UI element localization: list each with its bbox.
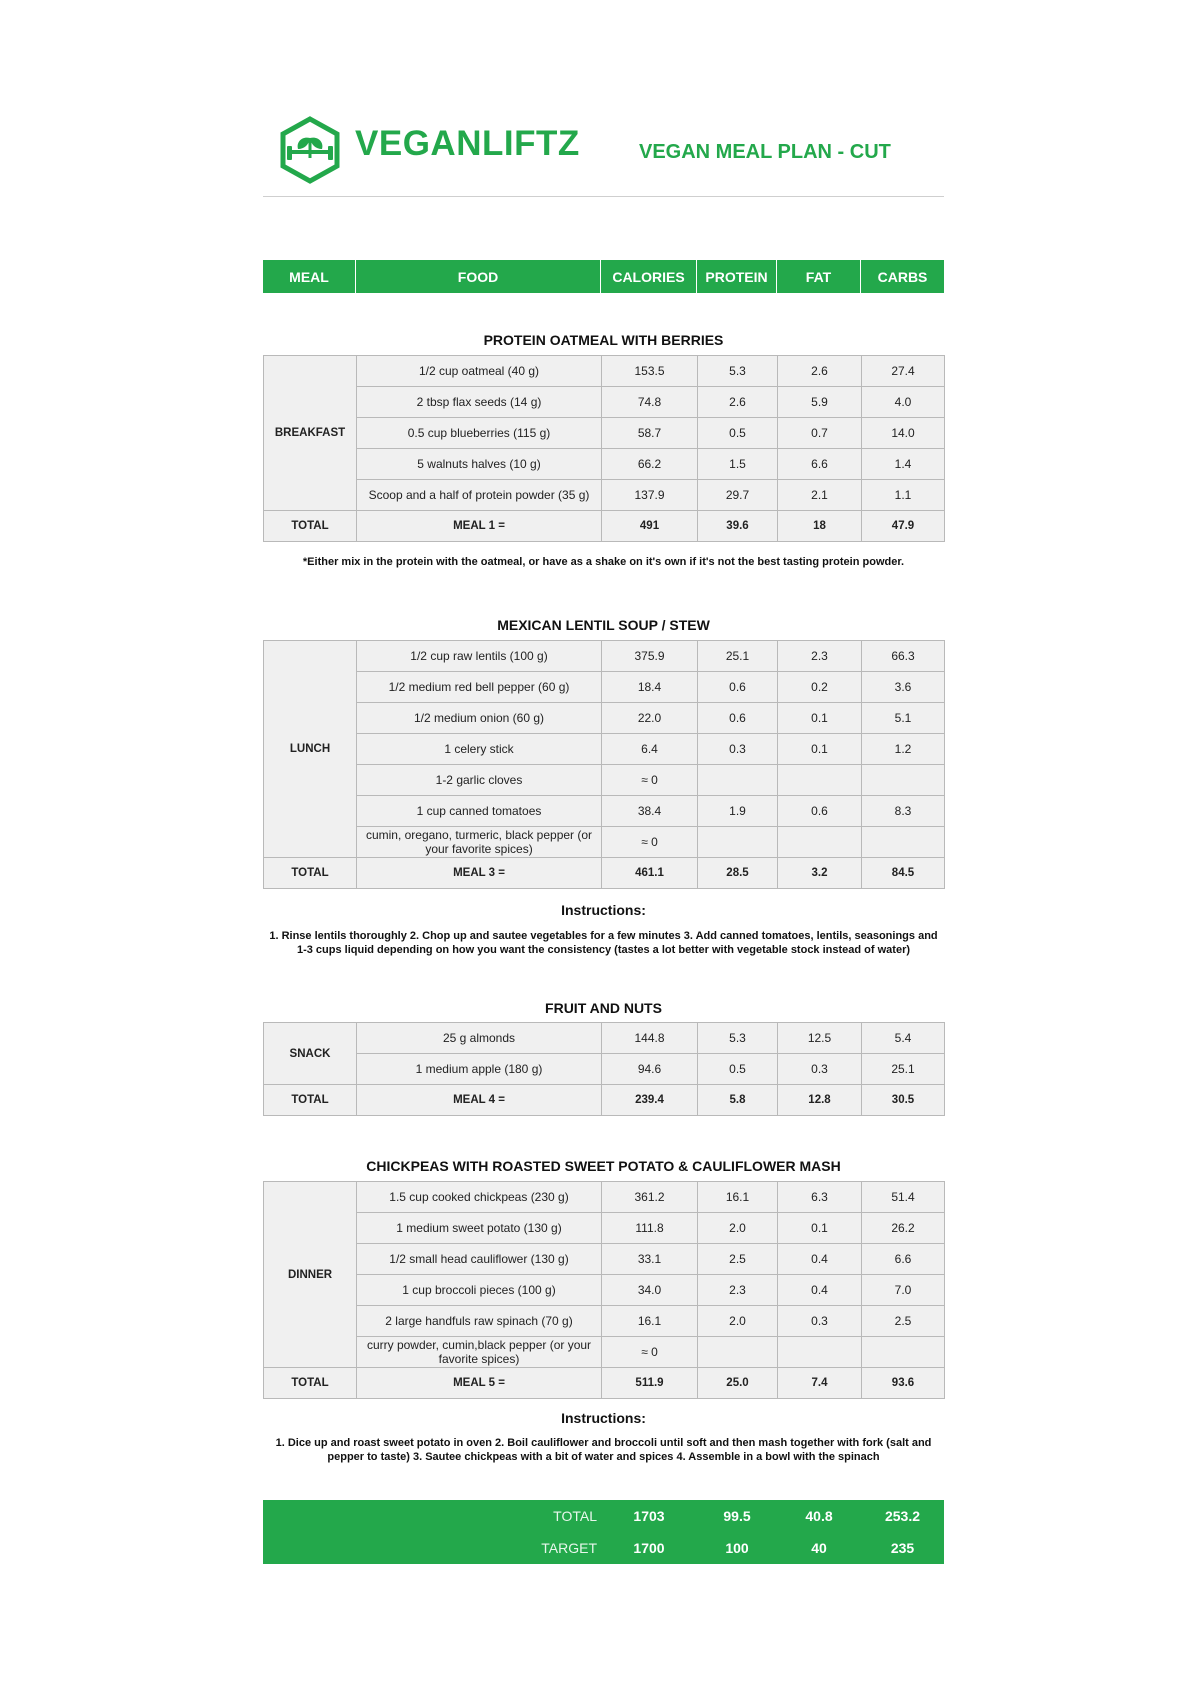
fat-cell: 2.6 xyxy=(778,356,862,387)
total-carbs: 93.6 xyxy=(862,1368,945,1399)
fat-cell: 2.1 xyxy=(778,480,862,511)
protein-cell: 1.9 xyxy=(698,796,778,827)
summary-target-fat: 40 xyxy=(811,1540,827,1556)
carbs-cell xyxy=(862,1337,945,1368)
header xyxy=(263,110,944,190)
summary-total-carbs: 253.2 xyxy=(884,1508,921,1524)
protein-cell: 5.3 xyxy=(698,356,778,387)
dinner-instructions-heading: Instructions: xyxy=(561,1410,646,1426)
protein-cell: 2.6 xyxy=(698,387,778,418)
total-protein: 5.8 xyxy=(698,1085,778,1116)
lunch-table xyxy=(263,640,945,889)
meal-number-label: MEAL 5 = xyxy=(357,1368,602,1399)
column-calories: CALORIES xyxy=(601,260,697,293)
food-cell: 0.5 cup blueberries (115 g) xyxy=(357,418,602,449)
food-row xyxy=(264,1337,945,1368)
calories-cell: 94.6 xyxy=(602,1054,698,1085)
calories-cell: 361.2 xyxy=(602,1182,698,1213)
meal-label: SNACK xyxy=(264,1023,357,1085)
calories-cell: 38.4 xyxy=(602,796,698,827)
calories-cell: 153.5 xyxy=(602,356,698,387)
total-carbs: 47.9 xyxy=(862,511,945,542)
carbs-cell: 14.0 xyxy=(862,418,945,449)
fat-cell: 6.3 xyxy=(778,1182,862,1213)
summary-target-carbs: 235 xyxy=(890,1540,915,1556)
calories-cell: 34.0 xyxy=(602,1275,698,1306)
total-carbs: 30.5 xyxy=(862,1085,945,1116)
calories-cell: 33.1 xyxy=(602,1244,698,1275)
meal-number-label: MEAL 1 = xyxy=(357,511,602,542)
food-cell: 25 g almonds xyxy=(357,1023,602,1054)
total-fat: 18 xyxy=(778,511,862,542)
carbs-cell: 2.5 xyxy=(862,1306,945,1337)
carbs-cell: 5.4 xyxy=(862,1023,945,1054)
dinner-title: CHICKPEAS WITH ROASTED SWEET POTATO & CAULIFLOWER MASH xyxy=(366,1158,841,1174)
food-row xyxy=(264,356,945,387)
fat-cell: 0.2 xyxy=(778,672,862,703)
meal-label: DINNER xyxy=(264,1182,357,1368)
calories-cell: 6.4 xyxy=(602,734,698,765)
summary-target-calories: 1700 xyxy=(633,1540,665,1556)
protein-cell: 0.3 xyxy=(698,734,778,765)
food-row xyxy=(264,1054,945,1085)
lunch-instructions-heading: Instructions: xyxy=(561,902,646,918)
column-carbs: CARBS xyxy=(877,268,928,285)
food-cell: 1/2 medium red bell pepper (60 g) xyxy=(357,672,602,703)
food-row xyxy=(264,734,945,765)
summary-target-row xyxy=(263,1532,944,1564)
total-fat: 12.8 xyxy=(778,1085,862,1116)
fat-cell: 12.5 xyxy=(778,1023,862,1054)
daily-summary xyxy=(263,1500,944,1564)
total-calories: 511.9 xyxy=(602,1368,698,1399)
summary-total-fat: 40.8 xyxy=(805,1508,833,1524)
carbs-cell: 27.4 xyxy=(862,356,945,387)
total-row xyxy=(264,1368,945,1399)
food-row xyxy=(264,1244,945,1275)
meal-number-label: MEAL 4 = xyxy=(357,1085,602,1116)
food-row xyxy=(264,765,945,796)
dinner-table xyxy=(263,1181,945,1399)
dinner-instructions: 1. Dice up and roast sweet potato in oven 2. Boil cauliflower and broccoli until soft and then mash together with fork (salt and pepper to taste) 3. Sautee chickpeas with a bit of water and spices 4. Assemble in a bowl with the spinach xyxy=(275,1437,932,1463)
column-header-bar xyxy=(263,260,944,293)
carbs-cell xyxy=(862,765,945,796)
total-row xyxy=(264,511,945,542)
total-protein: 28.5 xyxy=(698,858,778,889)
summary-target-label: TARGET xyxy=(541,1540,597,1556)
food-row xyxy=(264,796,945,827)
calories-cell: 74.8 xyxy=(602,387,698,418)
calories-cell: 137.9 xyxy=(602,480,698,511)
food-cell: 1 celery stick xyxy=(357,734,602,765)
total-protein: 39.6 xyxy=(698,511,778,542)
fat-cell xyxy=(778,1337,862,1368)
carbs-cell: 6.6 xyxy=(862,1244,945,1275)
fat-cell: 5.9 xyxy=(778,387,862,418)
food-row xyxy=(264,418,945,449)
column-protein: PROTEIN xyxy=(697,260,777,293)
protein-cell: 2.3 xyxy=(698,1275,778,1306)
protein-cell: 5.3 xyxy=(698,1023,778,1054)
food-cell: 1-2 garlic cloves xyxy=(357,765,602,796)
column-food: FOOD xyxy=(356,260,601,293)
carbs-cell: 25.1 xyxy=(862,1054,945,1085)
calories-cell: 66.2 xyxy=(602,449,698,480)
calories-cell: 16.1 xyxy=(602,1306,698,1337)
total-row xyxy=(264,858,945,889)
food-row xyxy=(264,641,945,672)
protein-cell: 0.6 xyxy=(698,672,778,703)
carbs-cell: 51.4 xyxy=(862,1182,945,1213)
food-cell: 1 cup canned tomatoes xyxy=(357,796,602,827)
summary-total-row xyxy=(263,1500,944,1532)
snack-title: FRUIT AND NUTS xyxy=(545,1000,662,1016)
food-row xyxy=(264,1213,945,1244)
carbs-cell: 66.3 xyxy=(862,641,945,672)
protein-cell: 25.1 xyxy=(698,641,778,672)
food-cell: 5 walnuts halves (10 g) xyxy=(357,449,602,480)
food-row xyxy=(264,827,945,858)
total-label: TOTAL xyxy=(264,1368,357,1399)
protein-cell xyxy=(698,827,778,858)
lunch-title: MEXICAN LENTIL SOUP / STEW xyxy=(497,617,710,633)
carbs-cell: 8.3 xyxy=(862,796,945,827)
summary-total-calories: 1703 xyxy=(633,1508,665,1524)
carbs-cell: 1.1 xyxy=(862,480,945,511)
fat-cell: 0.3 xyxy=(778,1054,862,1085)
protein-cell: 2.0 xyxy=(698,1306,778,1337)
fat-cell: 0.3 xyxy=(778,1306,862,1337)
total-row xyxy=(264,1085,945,1116)
food-cell: Scoop and a half of protein powder (35 g) xyxy=(357,480,602,511)
fat-cell: 2.3 xyxy=(778,641,862,672)
carbs-cell: 1.2 xyxy=(862,734,945,765)
food-row xyxy=(264,480,945,511)
total-calories: 239.4 xyxy=(602,1085,698,1116)
protein-cell: 16.1 xyxy=(698,1182,778,1213)
carbs-cell: 26.2 xyxy=(862,1213,945,1244)
summary-total-label: TOTAL xyxy=(553,1508,597,1524)
carbs-cell: 5.1 xyxy=(862,703,945,734)
food-cell: 1/2 cup oatmeal (40 g) xyxy=(357,356,602,387)
calories-cell: 22.0 xyxy=(602,703,698,734)
protein-cell: 2.0 xyxy=(698,1213,778,1244)
food-cell: 2 tbsp flax seeds (14 g) xyxy=(357,387,602,418)
total-protein: 25.0 xyxy=(698,1368,778,1399)
fat-cell: 6.6 xyxy=(778,449,862,480)
food-cell: 1/2 medium onion (60 g) xyxy=(357,703,602,734)
food-row xyxy=(264,1023,945,1054)
calories-cell: 111.8 xyxy=(602,1213,698,1244)
fat-cell xyxy=(778,765,862,796)
breakfast-table xyxy=(263,355,945,542)
brand-name: VEGANLIFTZ xyxy=(355,124,580,163)
summary-target-protein: 100 xyxy=(725,1540,749,1556)
fat-cell: 0.1 xyxy=(778,1213,862,1244)
carbs-cell: 4.0 xyxy=(862,387,945,418)
carbs-cell: 3.6 xyxy=(862,672,945,703)
veganliftz-logo-icon xyxy=(278,116,342,184)
carbs-cell: 1.4 xyxy=(862,449,945,480)
food-row xyxy=(264,672,945,703)
fat-cell: 0.1 xyxy=(778,703,862,734)
calories-cell: 18.4 xyxy=(602,672,698,703)
food-cell: 1/2 small head cauliflower (130 g) xyxy=(357,1244,602,1275)
carbs-cell xyxy=(862,827,945,858)
fat-cell: 0.4 xyxy=(778,1275,862,1306)
calories-cell: 58.7 xyxy=(602,418,698,449)
food-cell: 1.5 cup cooked chickpeas (230 g) xyxy=(357,1182,602,1213)
total-calories: 491 xyxy=(602,511,698,542)
food-cell: 1/2 cup raw lentils (100 g) xyxy=(357,641,602,672)
food-cell: 1 cup broccoli pieces (100 g) xyxy=(357,1275,602,1306)
protein-cell xyxy=(698,765,778,796)
protein-cell: 0.6 xyxy=(698,703,778,734)
food-row xyxy=(264,387,945,418)
total-carbs: 84.5 xyxy=(862,858,945,889)
calories-cell: 375.9 xyxy=(602,641,698,672)
total-label: TOTAL xyxy=(264,1085,357,1116)
lunch-instructions: 1. Rinse lentils thoroughly 2. Chop up and sautee vegetables for a few minutes 3. Add canned tomatoes, lentils, seasonings and 1-3 cups liquid depending on how you want the consistency (tastes a lot better with vegetable stock instead of water) xyxy=(269,930,938,956)
fat-cell: 0.4 xyxy=(778,1244,862,1275)
protein-cell: 0.5 xyxy=(698,1054,778,1085)
protein-cell: 29.7 xyxy=(698,480,778,511)
food-row xyxy=(264,1275,945,1306)
meal-label: BREAKFAST xyxy=(264,356,357,511)
food-row xyxy=(264,703,945,734)
food-cell: 1 medium apple (180 g) xyxy=(357,1054,602,1085)
header-divider xyxy=(263,196,944,197)
protein-cell: 0.5 xyxy=(698,418,778,449)
calories-cell: ≈ 0 xyxy=(602,1337,698,1368)
total-fat: 7.4 xyxy=(778,1368,862,1399)
food-row xyxy=(264,1182,945,1213)
snack-table xyxy=(263,1022,945,1116)
protein-cell xyxy=(698,1337,778,1368)
total-label: TOTAL xyxy=(264,858,357,889)
fat-cell: 0.7 xyxy=(778,418,862,449)
total-calories: 461.1 xyxy=(602,858,698,889)
food-row xyxy=(264,449,945,480)
food-cell: curry powder, cumin,black pepper (or your favorite spices) xyxy=(357,1337,602,1368)
carbs-cell: 7.0 xyxy=(862,1275,945,1306)
meal-label: LUNCH xyxy=(264,641,357,858)
calories-cell: 144.8 xyxy=(602,1023,698,1054)
food-cell: 2 large handfuls raw spinach (70 g) xyxy=(357,1306,602,1337)
fat-cell xyxy=(778,827,862,858)
column-fat: FAT xyxy=(777,260,861,293)
breakfast-note: *Either mix in the protein with the oatmeal, or have as a shake on it's own if it's not the best tasting protein powder. xyxy=(302,556,905,568)
food-cell: 1 medium sweet potato (130 g) xyxy=(357,1213,602,1244)
total-label: TOTAL xyxy=(264,511,357,542)
summary-total-protein: 99.5 xyxy=(723,1508,751,1524)
fat-cell: 0.6 xyxy=(778,796,862,827)
protein-cell: 1.5 xyxy=(698,449,778,480)
calories-cell: ≈ 0 xyxy=(602,765,698,796)
total-fat: 3.2 xyxy=(778,858,862,889)
meal-number-label: MEAL 3 = xyxy=(357,858,602,889)
column-meal: MEAL xyxy=(263,260,356,293)
food-row xyxy=(264,1306,945,1337)
food-cell: cumin, oregano, turmeric, black pepper (or your favorite spices) xyxy=(357,827,602,858)
protein-cell: 2.5 xyxy=(698,1244,778,1275)
calories-cell: ≈ 0 xyxy=(602,827,698,858)
plan-title: VEGAN MEAL PLAN - CUT xyxy=(639,141,891,163)
fat-cell: 0.1 xyxy=(778,734,862,765)
breakfast-title: PROTEIN OATMEAL WITH BERRIES xyxy=(483,332,724,348)
